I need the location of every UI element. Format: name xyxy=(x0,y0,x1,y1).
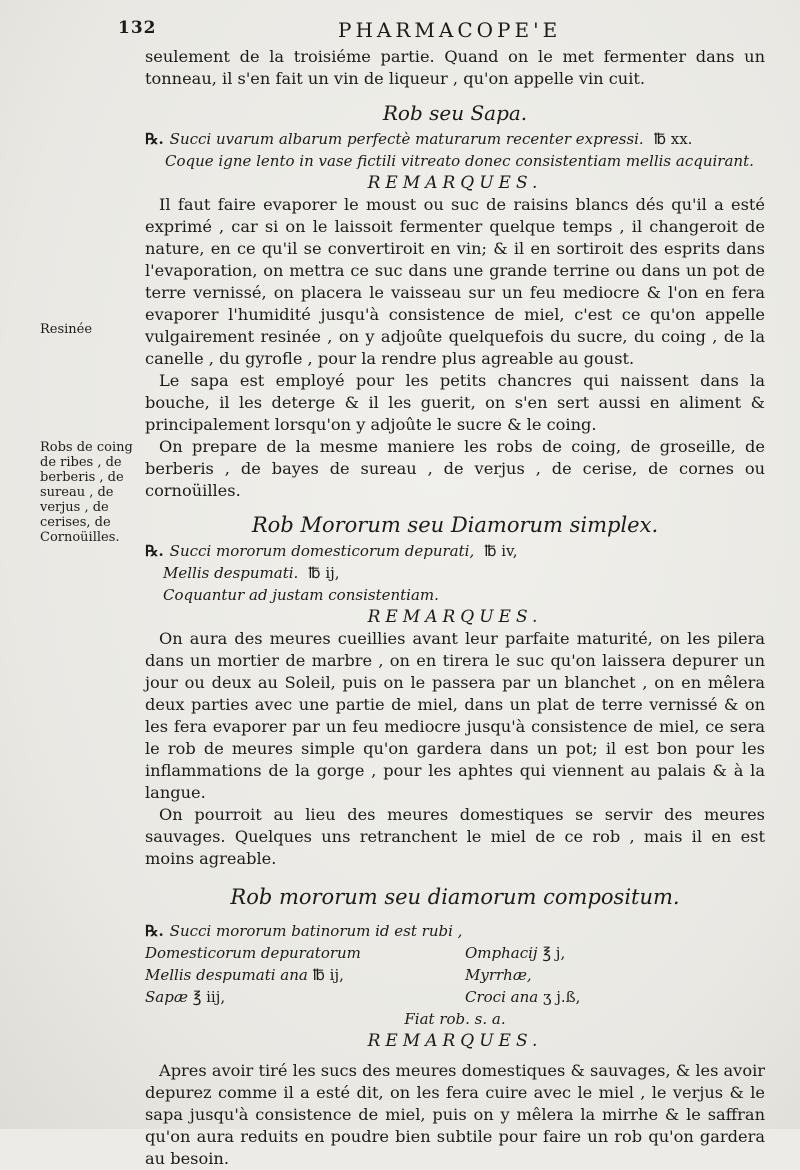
recipe-measure: ℔ ij, xyxy=(308,564,340,582)
remarques-heading: REMARQUES. xyxy=(367,607,543,627)
section-title: Rob mororum seu diamorum compositum. xyxy=(230,885,680,909)
paragraph: Apres avoir tiré les sucs des meures domestiques & sauvages, & les avoir depurez comme il a esté dit, on les fera cuire avec le miel , le verjus & le sapa jusqu'à consistence de miel, puis on y mêlera la mirrhe & le saffran qu'on aura reduits en poudre bien subtile pour faire un rob qu'on gardera au besoin. xyxy=(145,1061,765,1168)
section-title: Rob Mororum seu Diamorum simplex. xyxy=(251,513,659,537)
running-head: PHARMACOPE'E xyxy=(338,18,562,42)
recipe-ingredients-grid xyxy=(145,942,765,1008)
remarques-heading: REMARQUES. xyxy=(367,173,543,193)
recipe-measure: ℔ xx. xyxy=(653,130,693,148)
recipe-line: Coquantur ad justam consistentiam. xyxy=(163,586,439,604)
remarques-heading: REMARQUES. xyxy=(367,1031,543,1051)
margin-note-robs: Robs de coing de ribes , de berberis , de sureau , de verjus , de cerises, de Cornoüilles. xyxy=(40,440,133,545)
paragraph: Il faut faire evaporer le moust ou suc de raisins blancs dés qu'il a esté exprimé , car si on le laissoit fermenter quelque temps , il changeroit de nature, en ce qu'il se convertiroit en vin; & il en sortiroit des esprits dans l'evaporation, on mettra ce suc dans une grande terrine ou dans un pot de terre vernissé, on placera le vaisseau sur un feu mediocre & l'on en fera evaporer l'humidité jusqu'à consistence de miel, c'est ce qu'on appelle vulgairement resinée , on y adjoûte quelquefois du sucre, du coing , de la canelle , du gyrofle , pour la rendre plus agreable au goust. xyxy=(145,195,765,368)
page-number: 132 xyxy=(118,18,157,38)
paragraph: On prepare de la mesme maniere les robs de coing, de groseille, de berberis , de bayes de sureau , de verjus , de cerise, de cornes ou cornoüilles. xyxy=(145,437,765,500)
recipe-text: Succi uvarum albarum perfectè maturarum recenter expressi. xyxy=(169,130,644,148)
paragraph: seulement de la troisiéme partie. Quand on le met fermenter dans un tonneau, il s'en fait un vin de liqueur , qu'on appelle vin cuit. xyxy=(145,47,765,88)
paragraph: On pourroit au lieu des meures domestiques se servir des meures sauvages. Quelques uns retranchent le miel de ce rob , mais il en est moins agreable. xyxy=(145,805,765,868)
ingredient-left: Domesticorum depuratorum xyxy=(145,944,361,962)
recipe-symbol: ℞. xyxy=(145,130,164,148)
ingredient-left: Sapæ ℥ iij, xyxy=(145,988,226,1006)
page-body xyxy=(145,46,765,1170)
ingredient-left: Mellis despumati ana ℔ ij, xyxy=(145,966,344,984)
recipe-fiat: Fiat rob. s. a. xyxy=(404,1010,506,1028)
recipe-line xyxy=(145,128,765,150)
margin-note-resinee: Resinée xyxy=(40,322,93,337)
page-header xyxy=(118,18,758,44)
recipe-text: Mellis despumati. xyxy=(163,564,299,582)
paragraph: On aura des meures cueillies avant leur parfaite maturité, on les pilera dans un mortier de marbre , on en tirera le suc qu'on laissera depurer un jour ou deux au Soleil, puis on le passera par un blanchet , on en mêlera deux parties avec une partie de miel, dans un plat de terre vernissé & on les fera evaporer par un feu mediocre jusqu'à consistence de miel, ce sera le rob de meures simple qu'on gardera dans un pot; il est bon pour les inflammations de la gorge , pour les aphtes qui viennent au palais & à la langue. xyxy=(145,629,765,802)
recipe-symbol: ℞. xyxy=(145,542,164,560)
ingredient-right: Omphacij ℥ j, xyxy=(465,944,566,962)
ingredient-right: Croci ana ʒ j.ß, xyxy=(465,988,581,1006)
recipe-line xyxy=(145,920,765,942)
recipe-text: Succi mororum batinorum id est rubi , xyxy=(169,922,463,940)
recipe-symbol: ℞. xyxy=(145,922,164,940)
paragraph: Le sapa est employé pour les petits chancres qui naissent dans la bouche, il les deterge & il les guerit, on s'en sert aussi en aliment & principalement lorsqu'on y adjoûte le sucre & le coing. xyxy=(145,371,765,434)
recipe-line: Coque igne lento in vase fictili vitreato donec consistentiam mellis acquirant. xyxy=(165,152,754,170)
recipe-line xyxy=(145,562,765,584)
section-title: Rob seu Sapa. xyxy=(382,101,528,125)
recipe-measure: ℔ iv, xyxy=(484,542,518,560)
recipe-line xyxy=(145,540,765,562)
ingredient-right: Myrrhæ, xyxy=(465,966,532,984)
recipe-text: Succi mororum domesticorum depurati, xyxy=(169,542,475,560)
